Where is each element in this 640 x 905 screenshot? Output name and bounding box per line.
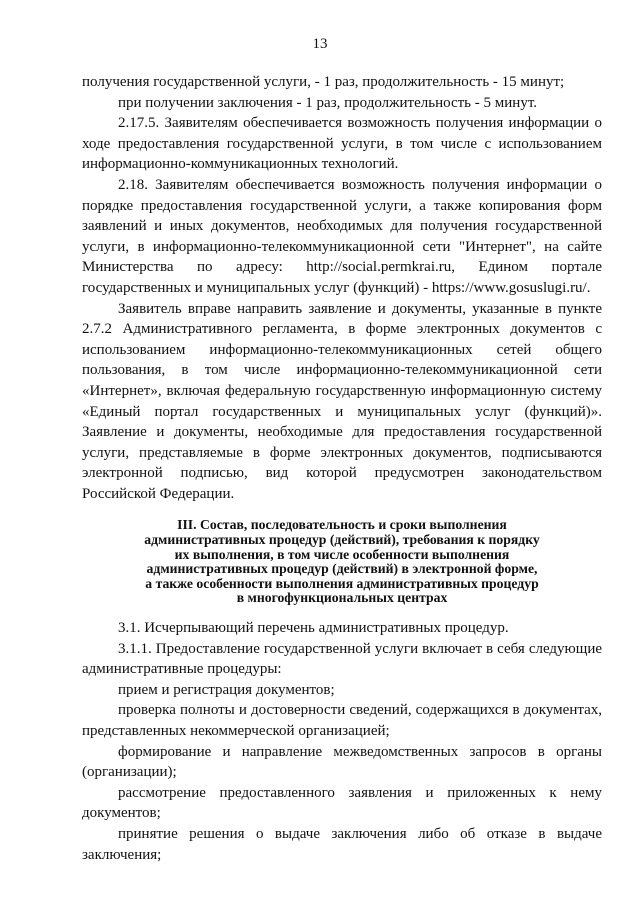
paragraph: получения государственной услуги, - 1 раз, продолжительность - 15 минут; xyxy=(82,74,565,90)
document-body xyxy=(82,72,602,865)
list-item: принятие решения о выдаче заключения либо об отказе в выдаче заключения; xyxy=(82,825,602,863)
heading-line: а также особенности выполнения административных процедур xyxy=(145,575,539,591)
list-item: рассмотрение предоставленного заявления и приложенных к нему документов; xyxy=(82,784,602,822)
paragraph: 2.17.5. Заявителям обеспечивается возможность получения информации о ходе предоставления государственной услуги, в том числе с использованием информационно-коммуникационных технологий. xyxy=(82,115,602,173)
list-item: проверка полноты и достоверности сведений, содержащихся в документах, представленных некоммерческой организацией; xyxy=(82,702,602,739)
paragraph: 2.18. Заявителям обеспечивается возможность получения информации о порядке предоставления государственной услуги, а также копирования форм заявлений и иных документов, необходимых для получения государственной услуги, в информационно-телекоммуникационной сети "Интернет", на сайте Министерства по адресу: http://social.permkrai.ru, Едином портале государственных и муниципальных услуг (функций) - https://www.gosuslugi.ru/. xyxy=(82,176,602,296)
heading-line: их выполнения, в том числе особенности выполнения xyxy=(174,546,510,562)
paragraph: при получении заключения - 1 раз, продолжительность - 5 минут. xyxy=(118,94,537,111)
paragraph: 3.1.1. Предоставление государственной услуги включает в себя следующие административные процедуры: xyxy=(82,640,602,678)
heading-line: III. Состав, последовательность и сроки выполнения xyxy=(177,517,507,533)
list-item: прием и регистрация документов; xyxy=(118,681,335,698)
page-number: 13 xyxy=(312,36,328,52)
paragraph: 3.1. Исчерпывающий перечень административных процедур. xyxy=(118,620,509,637)
paragraph: Заявитель вправе направить заявление и документы, указанные в пункте 2.7.2 Административного регламента, в форме электронных документов с использованием информационно-телекоммуникационных сетей общего пользования, в том числе информационно-телекоммуникационной сети «Интернет», включая федеральную государственную информационную систему «Единый портал государственных и муниципальных услуг (функций)». Заявление и документы, необходимые для предоставления государственной услуги, представляемые в форме электронных документов, подписываются электронной подписью, вид которой предусмотрен законодательством Российской Федерации. xyxy=(82,300,602,502)
section-heading xyxy=(82,518,602,606)
heading-line: административных процедур (действий) в электронной форме, xyxy=(146,561,538,577)
list-item: формирование и направление межведомственных запросов в органы (организации); xyxy=(82,743,602,781)
heading-line: в многофункциональных центрах xyxy=(236,590,448,606)
heading-line: административных процедур (действий), требования к порядку xyxy=(144,532,540,548)
